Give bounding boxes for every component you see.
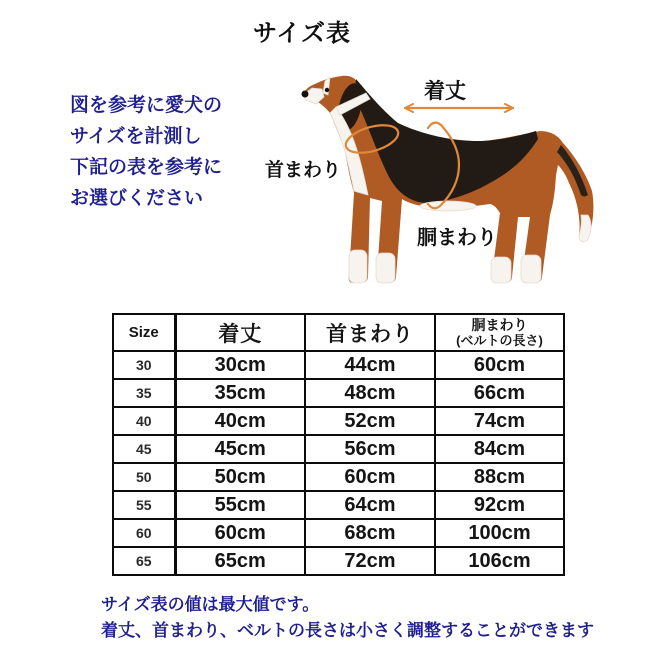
girth-cell: 84cm [435, 435, 564, 463]
intro-line: サイズを計測し [70, 126, 202, 147]
neck-label: 首まわり [265, 160, 342, 181]
neck-cell: 72cm [305, 547, 435, 575]
girth-cell: 92cm [435, 491, 564, 519]
size-table [112, 313, 565, 576]
note-adjustable: 着丈、首まわり、ベルトの長さは小さく調整することができます [101, 621, 594, 640]
back-length-cell: 60cm [175, 519, 305, 547]
table-row [113, 351, 564, 379]
size-cell: 50 [113, 463, 175, 491]
table-row [113, 407, 564, 435]
neck-cell: 44cm [305, 351, 435, 379]
back-length-cell: 50cm [175, 463, 305, 491]
col-header-girth-line2: (ベルトの長さ) [456, 332, 543, 348]
page-title: サイズ表 [252, 20, 352, 47]
table-row [113, 519, 564, 547]
table-row [113, 463, 564, 491]
girth-cell: 74cm [435, 407, 564, 435]
neck-cell: 68cm [305, 519, 435, 547]
dog-nose [302, 91, 309, 98]
girth-cell: 106cm [435, 547, 564, 575]
neck-cell: 48cm [305, 379, 435, 407]
neck-cell: 60cm [305, 463, 435, 491]
back-length-cell: 30cm [175, 351, 305, 379]
back-length-label: 着丈 [424, 80, 466, 103]
back-length-cell: 35cm [175, 379, 305, 407]
size-cell: 65 [113, 547, 175, 575]
note-max-values: サイズ表の値は最大値です。 [101, 595, 320, 614]
size-cell: 35 [113, 379, 175, 407]
back-length-cell: 45cm [175, 435, 305, 463]
table-row [113, 379, 564, 407]
table-row [113, 435, 564, 463]
girth-cell: 60cm [435, 351, 564, 379]
neck-cell: 56cm [305, 435, 435, 463]
girth-cell: 100cm [435, 519, 564, 547]
girth-cell: 88cm [435, 463, 564, 491]
size-cell: 60 [113, 519, 175, 547]
size-cell: 30 [113, 351, 175, 379]
col-header-size: Size [113, 314, 175, 351]
dog-illustration [302, 76, 594, 283]
back-length-cell: 40cm [175, 407, 305, 435]
intro-line: お選びください [70, 188, 204, 209]
col-header-back-length: 着丈 [175, 314, 305, 351]
dog-eye [325, 88, 329, 92]
girth-cell: 66cm [435, 379, 564, 407]
col-header-girth [435, 314, 564, 351]
neck-cell: 52cm [305, 407, 435, 435]
intro-line: 図を参考に愛犬の [70, 95, 223, 116]
intro-line: 下記の表を参考に [70, 157, 223, 178]
neck-cell: 64cm [305, 491, 435, 519]
col-header-girth-line1: 胴まわり [471, 316, 528, 333]
size-cell: 55 [113, 491, 175, 519]
col-header-neck: 首まわり [305, 314, 435, 351]
table-header-row [113, 314, 564, 351]
back-length-cell: 65cm [175, 547, 305, 575]
size-cell: 40 [113, 407, 175, 435]
table-row [113, 547, 564, 575]
girth-label: 胴まわり [417, 227, 497, 249]
table-row [113, 491, 564, 519]
back-length-cell: 55cm [175, 491, 305, 519]
size-cell: 45 [113, 435, 175, 463]
intro-text [70, 90, 222, 214]
